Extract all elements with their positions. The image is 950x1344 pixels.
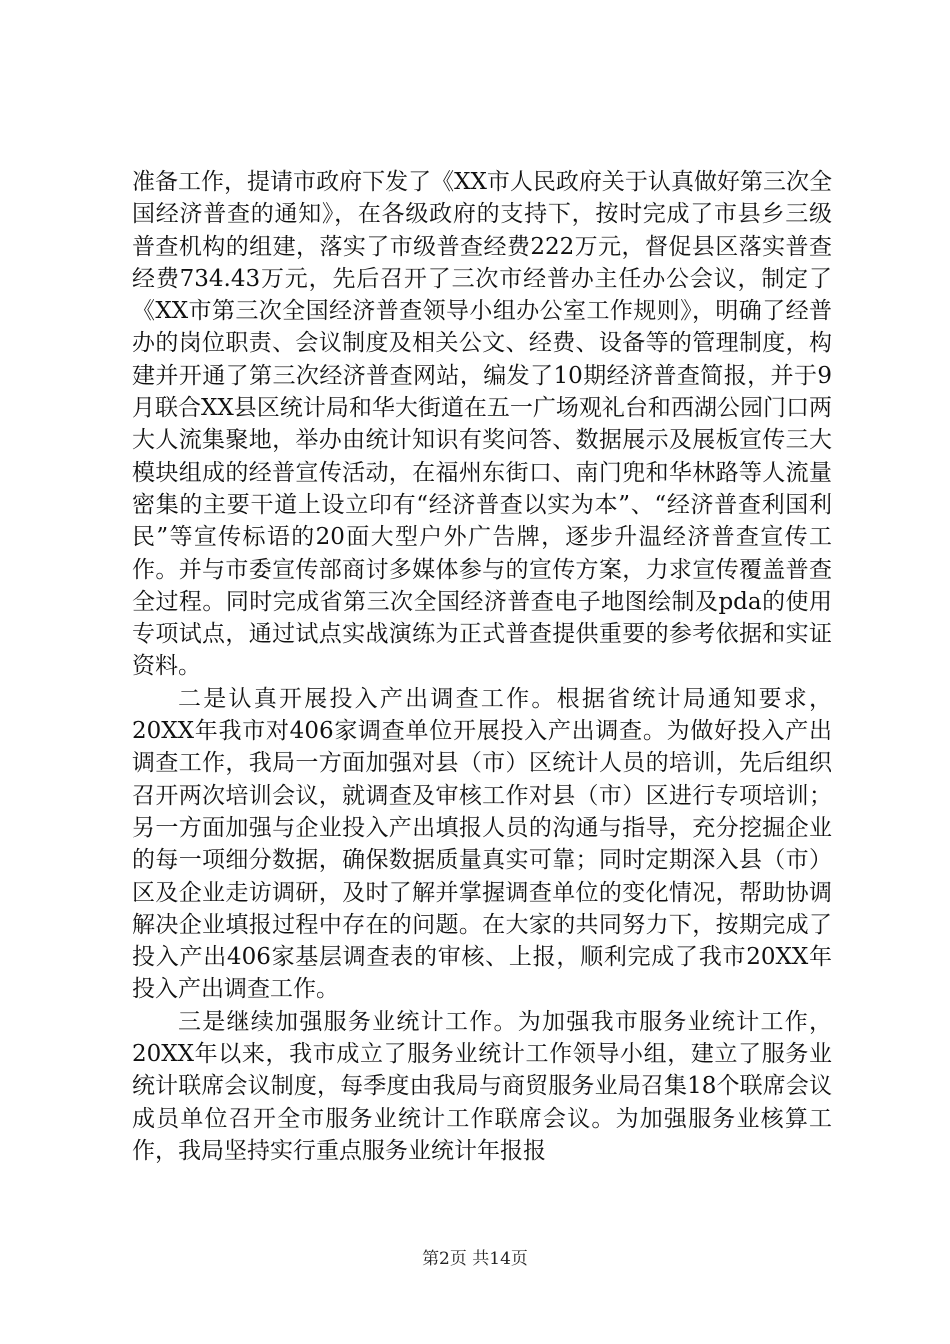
page-number-footer: 第2页 共14页 — [422, 1249, 528, 1269]
document-body — [132, 166, 832, 1167]
paragraph-preparation-work: 准备工作，提请市政府下发了《XX市人民政府关于认真做好第三次全国经济普查的通知》，在各级政府的支持下，按时完成了市县乡三级普查机构的组建，落实了市级普查经费222万元，督促县区落实普查经费734.43万元，先后召开了三次市经普办主任办公会议，制定了《XX市第三次全国经济普查领导小组办公室工作规则》，明确了经普办的岗位职责、会议制度及相关公文、经费、设备等的管理制度，构建并开通了第三次经济普查网站，编发了10期经济普查简报，并于9月联合XX县区统计局和华大街道在五一广场观礼台和西湖公园门口两大人流集聚地，举办由统计知识有奖问答、数据展示及展板宣传三大模块组成的经普宣传活动，在福州东街口、南门兜和华林路等人流量密集的主要干道上设立印有“经济普查以实为本”、“经济普查利国利民”等宣传标语的20面大型户外广告牌，逐步升温经济普查宣传工作。并与市委宣传部商讨多媒体参与的宣传方案，力求宣传覆盖普查全过程。同时完成省第三次全国经济普查电子地图绘制及pda的使用专项试点，通过试点实战演练为正式普查提供重要的参考依据和实证资料。 — [132, 169, 832, 680]
paragraph-service-industry-statistics: 三是继续加强服务业统计工作。为加强我市服务业统计工作，20XX年以来，我市成立了服务业统计工作领导小组，建立了服务业统计联席会议制度，每季度由我局与商贸服务业局召集18个联席会议成员单位召开全市服务业统计工作联席会议。为加强服务业核算工作，我局坚持实行重点服务业统计年报报 — [132, 1008, 832, 1164]
paragraph-input-output-survey: 二是认真开展投入产出调查工作。根据省统计局通知要求，20XX年我市对406家调查单位开展投入产出调查。为做好投入产出调查工作，我局一方面加强对县（市）区统计人员的培训，先后组织召开两次培训会议，就调查及审核工作对县（市）区进行专项培训；另一方面加强与企业投入产出填报人员的沟通与指导，充分挖掘企业的每一项细分数据，确保数据质量真实可靠；同时定期深入县（市）区及企业走访调研，及时了解并掌握调查单位的变化情况，帮助协调解决企业填报过程中存在的问题。在大家的共同努力下，按期完成了投入产出406家基层调查表的审核、上报，顺利完成了我市20XX年投入产出调查工作。 — [132, 685, 832, 1003]
